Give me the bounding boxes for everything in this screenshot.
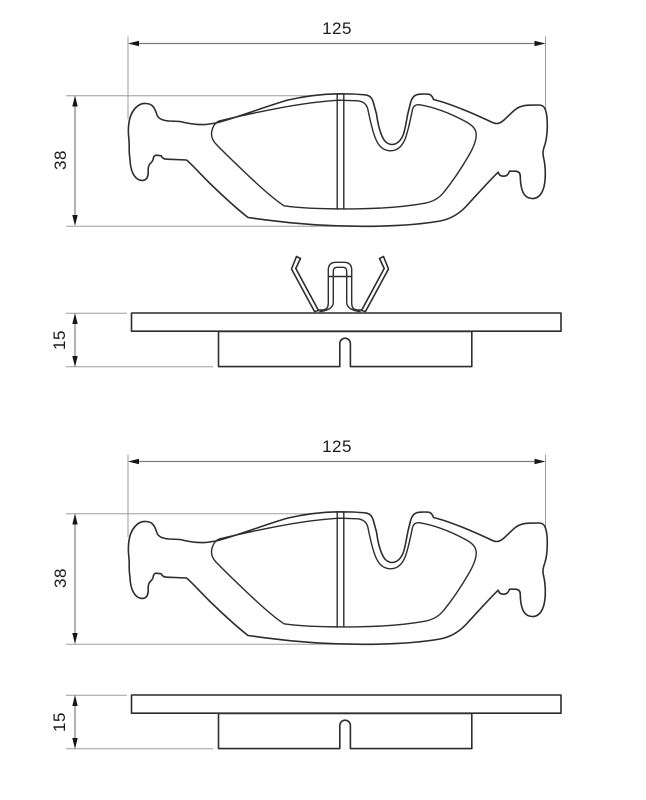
pad-2-front-view — [128, 512, 547, 645]
spring-clip-right-arm — [362, 257, 389, 312]
spring-clip-left-arm — [292, 257, 319, 312]
spring-clip-loop-inner — [320, 267, 360, 311]
pad-1-height-label: 38 — [51, 150, 70, 170]
pad-1-thickness-label: 15 — [50, 330, 69, 350]
pad-1-spring-clip — [292, 257, 389, 312]
pad-1-front-view — [128, 94, 547, 227]
pad-1-side-view — [132, 313, 562, 367]
pad-2-side-view — [132, 695, 562, 749]
pad-2-thickness-label: 15 — [50, 712, 69, 732]
spring-clip-loop-outer — [316, 262, 364, 310]
pad-2-width-label: 125 — [322, 437, 352, 456]
pad-2-height-label: 38 — [51, 568, 70, 588]
pad-1-width-label: 125 — [322, 19, 352, 38]
